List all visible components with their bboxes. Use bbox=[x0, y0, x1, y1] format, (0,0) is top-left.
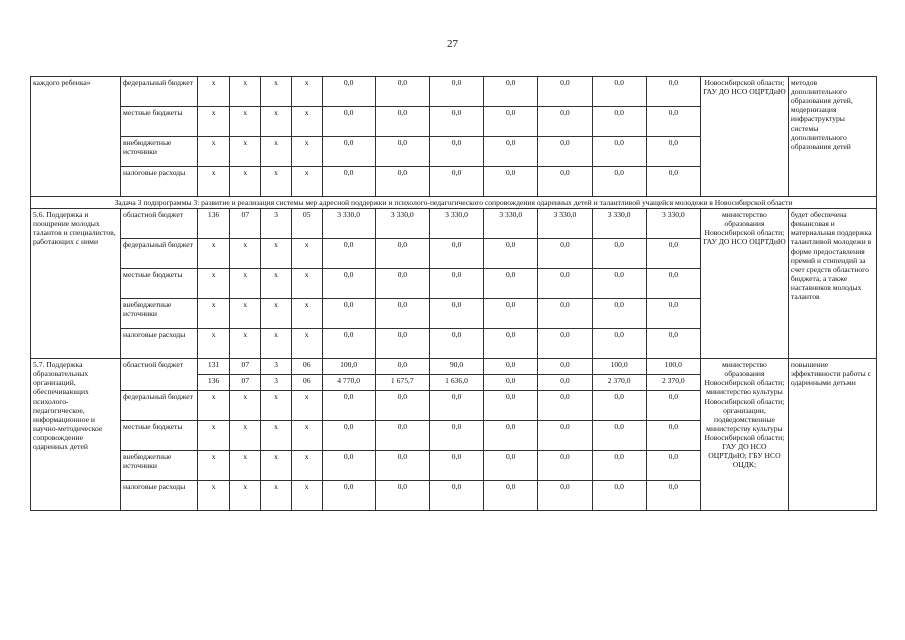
value-cell: 0,0 bbox=[538, 481, 592, 511]
value-cell: 0,0 bbox=[646, 329, 700, 359]
value-cell: x bbox=[261, 451, 292, 481]
value-cell: x bbox=[291, 421, 322, 451]
value-cell: x bbox=[230, 481, 261, 511]
source-cell: налоговые расходы bbox=[121, 481, 198, 511]
task3-row bbox=[31, 197, 877, 209]
value-cell: x bbox=[291, 137, 322, 167]
value-cell: 0,0 bbox=[429, 137, 483, 167]
value-cell: 07 bbox=[230, 209, 261, 239]
value-cell: 0,0 bbox=[538, 239, 592, 269]
value-cell: 0,0 bbox=[646, 299, 700, 329]
value-cell: 100,0 bbox=[646, 359, 700, 375]
value-cell: 0,0 bbox=[375, 481, 429, 511]
value-cell: 0,0 bbox=[538, 167, 592, 197]
value-cell: x bbox=[230, 137, 261, 167]
value-cell: 0,0 bbox=[538, 329, 592, 359]
value-cell: 0,0 bbox=[592, 421, 646, 451]
value-cell: 3 bbox=[261, 209, 292, 239]
value-cell: 0,0 bbox=[322, 239, 375, 269]
value-cell: 3 bbox=[261, 375, 292, 391]
value-cell: 0,0 bbox=[538, 299, 592, 329]
value-cell: 0,0 bbox=[646, 269, 700, 299]
value-cell: x bbox=[230, 269, 261, 299]
value-cell: x bbox=[230, 451, 261, 481]
value-cell: 0,0 bbox=[375, 451, 429, 481]
value-cell: x bbox=[197, 299, 230, 329]
value-cell: 0,0 bbox=[538, 77, 592, 107]
value-cell: 06 bbox=[291, 375, 322, 391]
value-cell: x bbox=[291, 329, 322, 359]
block2-result: будет обеспечена финансовая и материальная поддержка талантливой молодежи в форме предоставления премий и стипендий за счет средств областного бюджета, а также наставников молодых талантов bbox=[788, 209, 876, 359]
value-cell: 3 bbox=[261, 359, 292, 375]
block3-activity: 5.7. Поддержка образовательных организаций, обеспечивающих психолого-педагогическое, информационное и научно-методическое сопровождение одаренных детей bbox=[31, 359, 121, 511]
value-cell: 0,0 bbox=[484, 421, 538, 451]
value-cell: 0,0 bbox=[646, 77, 700, 107]
value-cell: 136 bbox=[197, 209, 230, 239]
value-cell: 05 bbox=[291, 209, 322, 239]
value-cell: 0,0 bbox=[646, 239, 700, 269]
value-cell: 0,0 bbox=[592, 239, 646, 269]
value-cell: x bbox=[261, 239, 292, 269]
value-cell: 0,0 bbox=[646, 481, 700, 511]
value-cell: 0,0 bbox=[375, 421, 429, 451]
block3-result: повышение эффективности работы с одаренными детьми bbox=[788, 359, 876, 511]
value-cell: 0,0 bbox=[592, 107, 646, 137]
value-cell: 0,0 bbox=[646, 167, 700, 197]
block3-executor: министерство образования Новосибирской области; министерство культуры Новосибирской области; организации, подведомственные министерству культуры Новосибирской области; ГАУ ДО НСО ОЦРТДиЮ; ГБУ НСО ОЦДК; bbox=[700, 359, 788, 511]
value-cell: 0,0 bbox=[322, 269, 375, 299]
source-cell: налоговые расходы bbox=[121, 167, 198, 197]
source-cell: федеральный бюджет bbox=[121, 391, 198, 421]
value-cell: x bbox=[261, 137, 292, 167]
source-cell: федеральный бюджет bbox=[121, 77, 198, 107]
value-cell: 0,0 bbox=[375, 299, 429, 329]
value-cell: 0,0 bbox=[538, 451, 592, 481]
value-cell: 1 675,7 bbox=[375, 375, 429, 391]
value-cell: 0,0 bbox=[375, 77, 429, 107]
value-cell: 0,0 bbox=[429, 391, 483, 421]
value-cell: 0,0 bbox=[538, 269, 592, 299]
value-cell: x bbox=[230, 77, 261, 107]
value-cell: x bbox=[230, 421, 261, 451]
value-cell: 0,0 bbox=[429, 481, 483, 511]
value-cell: x bbox=[261, 77, 292, 107]
value-cell: 0,0 bbox=[538, 421, 592, 451]
source-cell: внебюджетные источники bbox=[121, 451, 198, 481]
value-cell: 0,0 bbox=[592, 137, 646, 167]
value-cell: x bbox=[291, 77, 322, 107]
block2-row bbox=[31, 209, 877, 239]
value-cell: x bbox=[261, 329, 292, 359]
value-cell: 0,0 bbox=[429, 451, 483, 481]
value-cell: x bbox=[261, 299, 292, 329]
block1-activity: каждого ребенка» bbox=[31, 77, 121, 197]
value-cell: 0,0 bbox=[375, 239, 429, 269]
value-cell: 0,0 bbox=[592, 451, 646, 481]
value-cell: 07 bbox=[230, 359, 261, 375]
value-cell: 0,0 bbox=[429, 167, 483, 197]
value-cell: 0,0 bbox=[375, 359, 429, 375]
value-cell: x bbox=[230, 167, 261, 197]
block3-row bbox=[31, 359, 877, 375]
block1-row bbox=[31, 77, 877, 107]
value-cell: x bbox=[261, 107, 292, 137]
value-cell: 2 370,0 bbox=[646, 375, 700, 391]
value-cell: 1 636,0 bbox=[429, 375, 483, 391]
value-cell: 0,0 bbox=[484, 391, 538, 421]
block1-executor: Новосибирской области; ГАУ ДО НСО ОЦРТДиЮ bbox=[700, 77, 788, 197]
value-cell: 0,0 bbox=[322, 107, 375, 137]
value-cell: 0,0 bbox=[484, 375, 538, 391]
value-cell: 0,0 bbox=[592, 167, 646, 197]
value-cell: x bbox=[291, 107, 322, 137]
value-cell: 0,0 bbox=[484, 77, 538, 107]
value-cell: 3 330,0 bbox=[429, 209, 483, 239]
value-cell: 0,0 bbox=[538, 359, 592, 375]
value-cell: x bbox=[291, 269, 322, 299]
value-cell: 0,0 bbox=[322, 299, 375, 329]
value-cell: 3 330,0 bbox=[592, 209, 646, 239]
value-cell: 0,0 bbox=[429, 269, 483, 299]
value-cell: 0,0 bbox=[484, 329, 538, 359]
value-cell: x bbox=[197, 451, 230, 481]
value-cell: 0,0 bbox=[322, 329, 375, 359]
task3-title: Задача 3 подпрограммы 3: развитие и реализация системы мер адресной поддержки и психолого-педагогического сопровождения одаренных детей и талантливой учащейся молодежи в Новосибирской области bbox=[31, 197, 877, 209]
value-cell: x bbox=[197, 269, 230, 299]
value-cell: 100,0 bbox=[322, 359, 375, 375]
value-cell: 0,0 bbox=[592, 329, 646, 359]
value-cell: 3 330,0 bbox=[322, 209, 375, 239]
value-cell: 0,0 bbox=[538, 107, 592, 137]
value-cell: 0,0 bbox=[429, 299, 483, 329]
value-cell: 0,0 bbox=[322, 167, 375, 197]
value-cell: 0,0 bbox=[322, 481, 375, 511]
source-cell: областной бюджет bbox=[121, 359, 198, 391]
source-cell: местные бюджеты bbox=[121, 269, 198, 299]
value-cell: x bbox=[261, 167, 292, 197]
value-cell: x bbox=[291, 239, 322, 269]
source-cell: местные бюджеты bbox=[121, 107, 198, 137]
value-cell: x bbox=[261, 421, 292, 451]
value-cell: 2 370,0 bbox=[592, 375, 646, 391]
program-table bbox=[30, 76, 877, 511]
value-cell: x bbox=[197, 77, 230, 107]
value-cell: 3 330,0 bbox=[646, 209, 700, 239]
value-cell: 0,0 bbox=[538, 375, 592, 391]
block1-result: методов дополнительного образования детей, модернизация инфраструктуры системы дополнительного образования детей bbox=[788, 77, 876, 197]
value-cell: 0,0 bbox=[375, 329, 429, 359]
value-cell: 0,0 bbox=[484, 239, 538, 269]
value-cell: 0,0 bbox=[484, 107, 538, 137]
value-cell: 06 bbox=[291, 359, 322, 375]
value-cell: 0,0 bbox=[592, 299, 646, 329]
value-cell: x bbox=[197, 239, 230, 269]
value-cell: 0,0 bbox=[429, 77, 483, 107]
value-cell: 0,0 bbox=[484, 481, 538, 511]
value-cell: 0,0 bbox=[646, 421, 700, 451]
value-cell: 0,0 bbox=[484, 359, 538, 375]
value-cell: 0,0 bbox=[592, 391, 646, 421]
value-cell: 0,0 bbox=[375, 391, 429, 421]
value-cell: x bbox=[197, 391, 230, 421]
source-cell: областной бюджет bbox=[121, 209, 198, 239]
value-cell: 0,0 bbox=[375, 269, 429, 299]
value-cell: x bbox=[230, 107, 261, 137]
value-cell: x bbox=[261, 391, 292, 421]
block2-executor: министерство образования Новосибирской области; ГАУ ДО НСО ОЦРТДиЮ bbox=[700, 209, 788, 359]
source-cell: внебюджетные источники bbox=[121, 137, 198, 167]
value-cell: 3 330,0 bbox=[538, 209, 592, 239]
value-cell: 0,0 bbox=[375, 167, 429, 197]
value-cell: 0,0 bbox=[484, 299, 538, 329]
value-cell: x bbox=[197, 481, 230, 511]
value-cell: 0,0 bbox=[646, 137, 700, 167]
value-cell: 0,0 bbox=[322, 421, 375, 451]
value-cell: 100,0 bbox=[592, 359, 646, 375]
value-cell: 90,0 bbox=[429, 359, 483, 375]
block2-activity: 5.6. Поддержка и поощрение молодых талантов и специалистов, работающих с ними bbox=[31, 209, 121, 359]
value-cell: x bbox=[197, 107, 230, 137]
value-cell: x bbox=[197, 137, 230, 167]
value-cell: 0,0 bbox=[429, 239, 483, 269]
value-cell: x bbox=[197, 329, 230, 359]
value-cell: x bbox=[230, 329, 261, 359]
value-cell: 0,0 bbox=[322, 77, 375, 107]
value-cell: 0,0 bbox=[484, 269, 538, 299]
value-cell: 0,0 bbox=[429, 329, 483, 359]
value-cell: 0,0 bbox=[538, 391, 592, 421]
value-cell: 3 330,0 bbox=[375, 209, 429, 239]
source-cell: местные бюджеты bbox=[121, 421, 198, 451]
value-cell: 0,0 bbox=[646, 107, 700, 137]
value-cell: 136 bbox=[197, 375, 230, 391]
value-cell: 0,0 bbox=[484, 451, 538, 481]
value-cell: x bbox=[230, 299, 261, 329]
value-cell: 0,0 bbox=[429, 421, 483, 451]
value-cell: 0,0 bbox=[429, 107, 483, 137]
value-cell: x bbox=[291, 391, 322, 421]
value-cell: 0,0 bbox=[375, 137, 429, 167]
value-cell: 0,0 bbox=[646, 391, 700, 421]
value-cell: 0,0 bbox=[538, 137, 592, 167]
value-cell: 0,0 bbox=[592, 269, 646, 299]
value-cell: 0,0 bbox=[592, 77, 646, 107]
value-cell: 0,0 bbox=[322, 137, 375, 167]
value-cell: x bbox=[261, 481, 292, 511]
value-cell: x bbox=[291, 451, 322, 481]
value-cell: 0,0 bbox=[484, 167, 538, 197]
source-cell: внебюджетные источники bbox=[121, 299, 198, 329]
value-cell: 0,0 bbox=[592, 481, 646, 511]
value-cell: x bbox=[291, 481, 322, 511]
value-cell: x bbox=[230, 391, 261, 421]
value-cell: 0,0 bbox=[484, 137, 538, 167]
value-cell: 4 770,0 bbox=[322, 375, 375, 391]
source-cell: федеральный бюджет bbox=[121, 239, 198, 269]
value-cell: 131 bbox=[197, 359, 230, 375]
value-cell: 07 bbox=[230, 375, 261, 391]
value-cell: x bbox=[291, 299, 322, 329]
value-cell: 0,0 bbox=[375, 107, 429, 137]
value-cell: 0,0 bbox=[646, 451, 700, 481]
value-cell: x bbox=[291, 167, 322, 197]
value-cell: 3 330,0 bbox=[484, 209, 538, 239]
value-cell: x bbox=[197, 421, 230, 451]
value-cell: 0,0 bbox=[322, 391, 375, 421]
value-cell: 0,0 bbox=[322, 451, 375, 481]
source-cell: налоговые расходы bbox=[121, 329, 198, 359]
page-number: 27 bbox=[447, 38, 458, 50]
value-cell: x bbox=[261, 269, 292, 299]
value-cell: x bbox=[197, 167, 230, 197]
value-cell: x bbox=[230, 239, 261, 269]
